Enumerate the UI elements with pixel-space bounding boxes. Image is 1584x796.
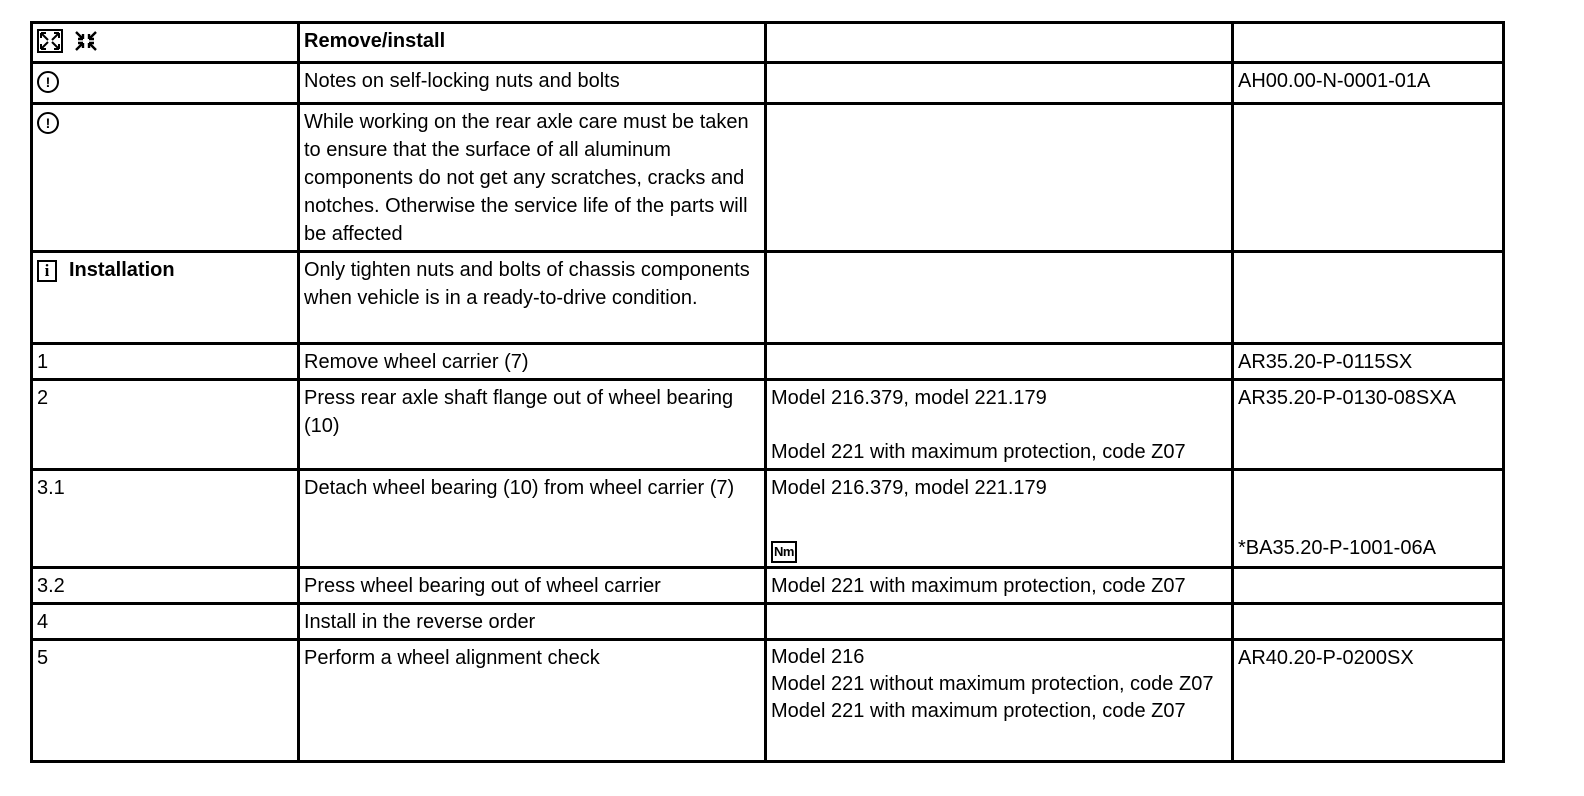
header-icons-cell (32, 23, 299, 63)
header-title: Remove/install (299, 23, 766, 63)
table-row: i Installation Only tighten nuts and bolts of chassis components when vehicle is in a ready-to-drive condition. (32, 252, 1504, 344)
collapse-icon[interactable] (73, 29, 99, 53)
table-row: 3.2 Press wheel bearing out of wheel carrier Model 221 with maximum protection, code Z07 (32, 568, 1504, 604)
expand-icon[interactable] (37, 29, 63, 53)
torque-nm-icon[interactable]: Nm (771, 541, 797, 563)
installation-label: Installation (69, 259, 175, 281)
table-row: 5 Perform a wheel alignment check Model 216 Model 221 without maximum protection, code Z07 Model 221 with maximum protection, code Z07 AR40.20-P-0200SX (32, 640, 1504, 762)
table-row: 2 Press rear axle shaft flange out of wheel bearing (10) Model 216.379, model 221.179 Model 221 with maximum protection, code Z07 AR35.20-P-0130-08SXA (32, 380, 1504, 470)
table-row: 3.1 Detach wheel bearing (10) from wheel carrier (7) Model 216.379, model 221.179 Nm *BA35.20-P-1001-06A (32, 470, 1504, 568)
note-icon[interactable]: ! (37, 112, 59, 134)
table-row: ! While working on the rear axle care must be taken to ensure that the surface of all aluminum components do not get any scratches, cracks and notches. Otherwise the service life of the parts will be affected (32, 104, 1504, 252)
table-row: ! Notes on self-locking nuts and bolts AH00.00-N-0001-01A (32, 63, 1504, 104)
table-header-row (32, 23, 1504, 63)
table-row: 4 Install in the reverse order (32, 604, 1504, 640)
note-icon[interactable]: ! (37, 71, 59, 93)
info-icon[interactable]: i (37, 260, 57, 282)
procedure-table (30, 21, 1505, 763)
table-row: 1 Remove wheel carrier (7) AR35.20-P-0115SX (32, 344, 1504, 380)
